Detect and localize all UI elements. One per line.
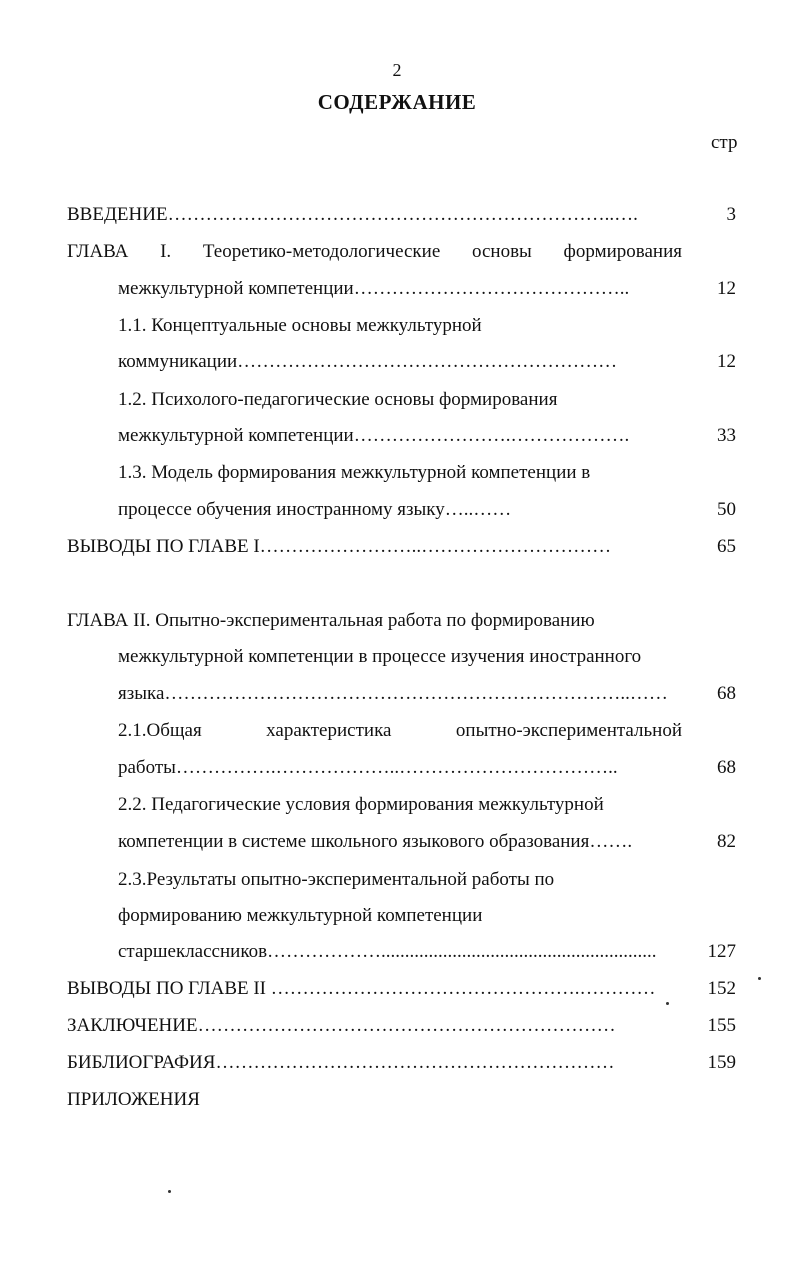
toc-section-2-2-page: 82	[717, 831, 736, 852]
scan-speck	[168, 1190, 171, 1193]
toc-chapter2-page: 68	[717, 683, 736, 704]
toc-section-2-3: 2.3.Результаты опытно-экспериментальной работы по	[118, 869, 555, 890]
toc-conclusion-page: 155	[707, 1015, 736, 1036]
toc-chapter1-title-cont: межкультурной компетенции……………………………………..	[118, 278, 630, 299]
toc-appendices: ПРИЛОЖЕНИЯ	[67, 1089, 200, 1110]
toc-section-2-2: 2.2. Педагогические условия формирования межкультурной	[118, 794, 604, 815]
toc-section-1-1-page: 12	[717, 351, 736, 372]
toc-section-1-3-cont: процессе обучения иностранному языку…..……	[118, 499, 512, 520]
scan-speck	[666, 1002, 669, 1005]
toc-bibliography: БИБЛИОГРАФИЯ………………………………………………………	[67, 1052, 615, 1073]
toc-chapter1-title: ГЛАВА I. Теоретико-методологические основы формирования	[67, 241, 682, 262]
toc-chapter1-page: 12	[717, 278, 736, 299]
toc-section-1-2-cont: межкультурной компетенции…………………….……………….	[118, 425, 630, 446]
toc-chapter2-title: ГЛАВА II. Опытно-экспериментальная работа по формированию	[67, 610, 595, 631]
page-column-label: стр	[711, 132, 738, 153]
toc-section-1-1: 1.1. Концептуальные основы межкультурной	[118, 315, 482, 336]
toc-conclusion: ЗАКЛЮЧЕНИЕ…………………………………………………………	[67, 1015, 616, 1036]
toc-conclusions-chapter2-page: 152	[707, 978, 736, 999]
toc-chapter2-title-end: языка………………………………………………………………..……	[118, 683, 668, 704]
toc-conclusions-chapter1-page: 65	[717, 536, 736, 557]
toc-conclusions-chapter2: ВЫВОДЫ ПО ГЛАВЕ II ………………………………………….…………	[67, 978, 656, 999]
toc-section-2-1-page: 68	[717, 757, 736, 778]
toc-section-1-3: 1.3. Модель формирования межкультурной компетенции в	[118, 462, 591, 483]
page-title: СОДЕРЖАНИЕ	[317, 90, 477, 114]
scan-speck	[758, 977, 761, 980]
toc-section-2-1: 2.1.Общая характеристика опытно-экспериментальной	[118, 720, 682, 741]
toc-section-1-3-page: 50	[717, 499, 736, 520]
toc-section-2-3-end: старшеклассников………………..........................................................	[118, 941, 657, 962]
toc-section-2-1-cont: работы…………….………………..……………………………..	[118, 757, 618, 778]
toc-bibliography-page: 159	[707, 1052, 736, 1073]
toc-section-1-2: 1.2. Психолого-педагогические основы формирования	[118, 389, 558, 410]
toc-section-2-2-cont: компетенции в системе школьного языкового образования…….	[118, 831, 633, 852]
page-number: 2	[392, 60, 402, 80]
toc-section-1-2-page: 33	[717, 425, 736, 446]
toc-section-1-1-cont: коммуникации……………………………………………………	[118, 351, 618, 372]
toc-intro: ВВЕДЕНИЕ……………………………………………………………..….	[67, 204, 638, 225]
toc-intro-page: 3	[726, 204, 736, 225]
toc-chapter2-title-cont: межкультурной компетенции в процессе изучения иностранного	[118, 646, 642, 667]
toc-section-2-3-page: 127	[707, 941, 736, 962]
toc-section-2-3-cont: формированию межкультурной компетенции	[118, 905, 483, 926]
toc-conclusions-chapter1: ВЫВОДЫ ПО ГЛАВЕ I……………………..…………………………	[67, 536, 612, 557]
